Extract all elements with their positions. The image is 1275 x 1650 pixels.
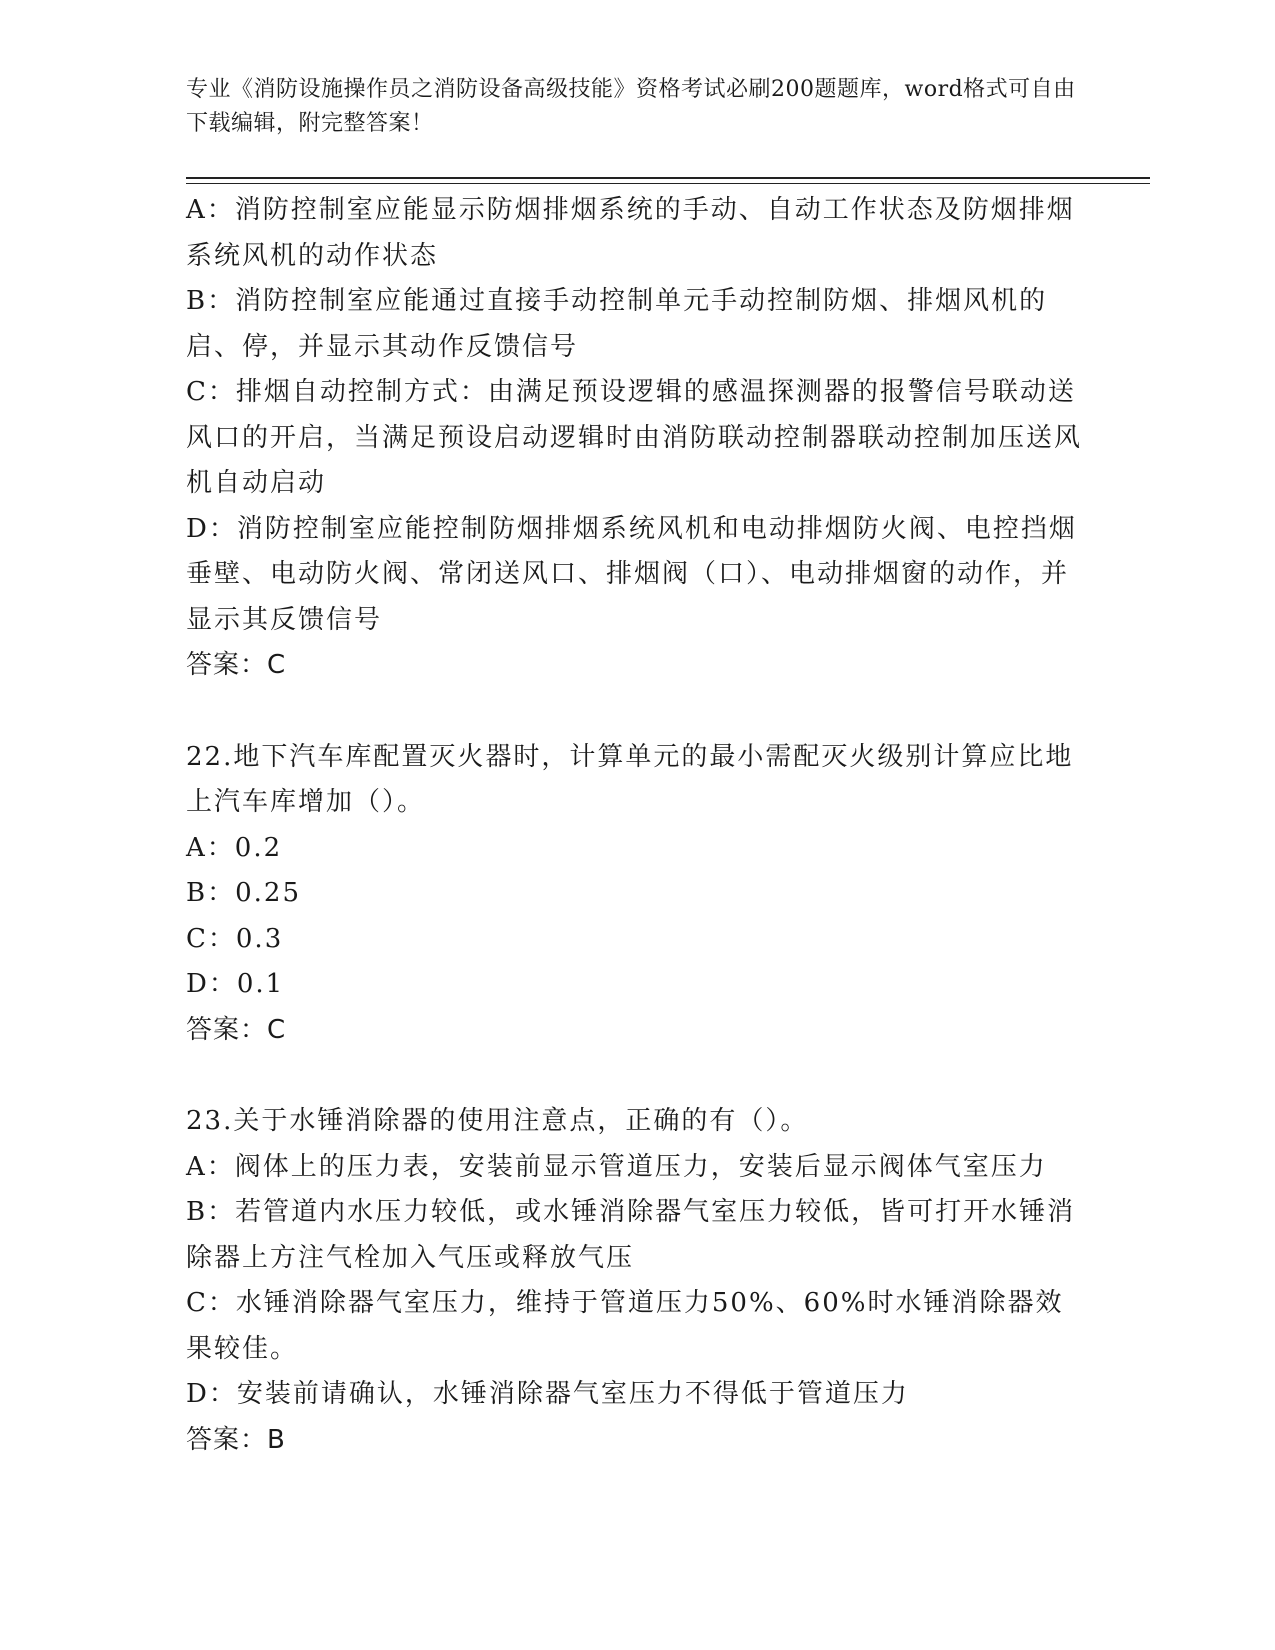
header-divider-thin: [186, 183, 1150, 184]
q22-question: 22.地下汽车库配置灭火器时，计算单元的最小需配灭火级别计算应比地上汽车库增加（）。: [186, 741, 1074, 817]
q22-answer: 答案：C: [186, 1014, 287, 1045]
document-title: 专业《消防设施操作员之消防设备高级技能》资格考试必刷200题题库，word格式可自由下载编辑，附完整答案！: [186, 77, 1076, 136]
q23-answer: 答案：B: [186, 1424, 286, 1455]
q23-option-c: C：水锤消除器气室压力，维持于管道压力50%、60%时水锤消除器效果较佳。: [186, 1288, 1064, 1364]
q22-option-a: A：0.2: [186, 832, 283, 863]
q23-option-a: A：阀体上的压力表，安装前显示管道压力，安装后显示阀体气室压力: [186, 1151, 1047, 1182]
question-spacer: [186, 1053, 1086, 1099]
question-22-block: [186, 735, 1086, 1054]
question-content: [186, 188, 1086, 1463]
question-spacer: [186, 689, 1086, 735]
question-21-block: [186, 188, 1086, 689]
q22-option-b: B：0.25: [186, 878, 301, 908]
q23-option-b: B：若管道内水压力较低，或水锤消除器气室压力较低，皆可打开水锤消除器上方注气栓加入气压或释放气压: [186, 1197, 1076, 1273]
page-header: [186, 73, 1086, 141]
q21-option-a: A：消防控制室应能显示防烟排烟系统的手动、自动工作状态及防烟排烟系统风机的动作状态: [186, 195, 1075, 271]
q21-option-d: D：消防控制室应能控制防烟排烟系统风机和电动排烟防火阀、电控挡烟垂壁、电动防火阀、常闭送风口、排烟阀（口）、电动排烟窗的动作，并显示其反馈信号: [186, 513, 1077, 635]
q21-option-b: B：消防控制室应能通过直接手动控制单元手动控制防烟、排烟风机的启、停，并显示其动作反馈信号: [186, 286, 1048, 362]
header-divider-thick: [186, 177, 1150, 179]
q21-answer: 答案：C: [186, 650, 287, 680]
q21-option-c: C：排烟自动控制方式：由满足预设逻辑的感温探测器的报警信号联动送风口的开启，当满足预设启动逻辑时由消防联动控制器联动控制加压送风机自动启动: [186, 377, 1083, 498]
question-23-block: [186, 1099, 1086, 1463]
q22-option-d: D：0.1: [186, 969, 285, 999]
q22-option-c: C：0.3: [186, 923, 284, 954]
q23-option-d: D：安装前请确认，水锤消除器气室压力不得低于管道压力: [186, 1379, 909, 1409]
q23-question: 23.关于水锤消除器的使用注意点，正确的有（）。: [186, 1106, 809, 1136]
